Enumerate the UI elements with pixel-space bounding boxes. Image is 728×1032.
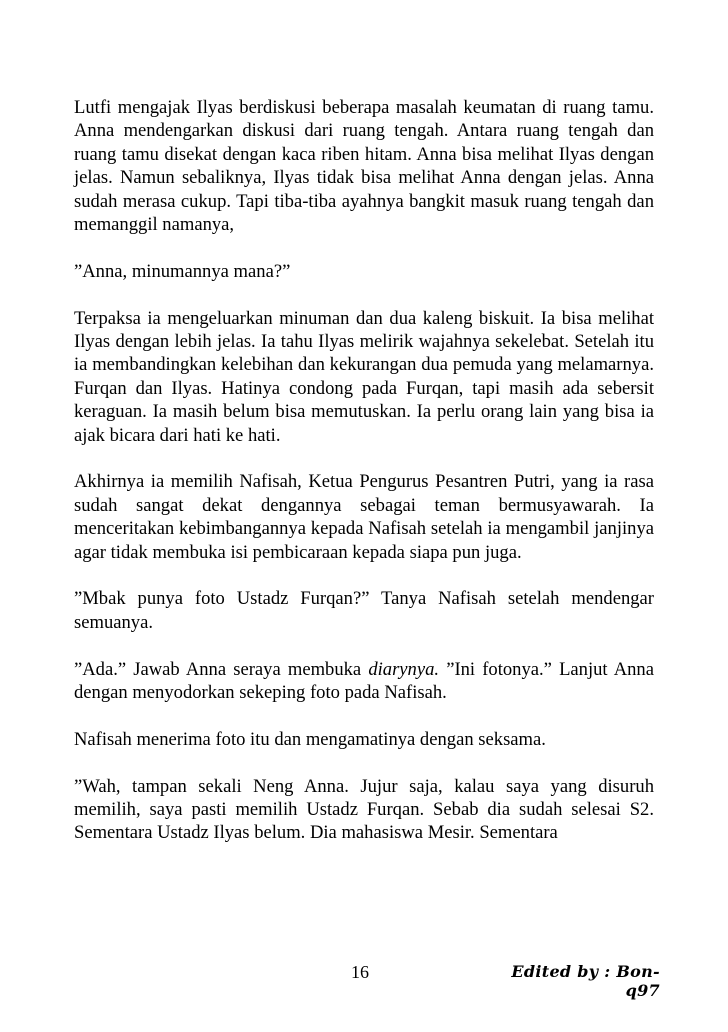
- paragraph-5: ”Mbak punya foto Ustadz Furqan?” Tanya Nafisah setelah mendengar semuanya.: [74, 588, 654, 633]
- paragraph-6-italic: diarynya.: [368, 658, 440, 680]
- paragraph-6: [74, 658, 654, 705]
- editor-credit: Edited by : Bon-q97: [511, 962, 660, 1000]
- paragraph-8: ”Wah, tampan sekali Neng Anna. Jujur saja, kalau saya yang disuruh memilih, saya pasti memilih Ustadz Furqan. Sebab dia sudah selesai S2. Sementara Ustadz Ilyas belum. Dia mahasiswa Mesir. Sementara: [74, 775, 654, 844]
- page-number: 16: [351, 962, 369, 982]
- body-text: [74, 96, 654, 845]
- paragraph-1: Lutfi mengajak Ilyas berdiskusi beberapa masalah keumatan di ruang tamu. Anna mendengarkan diskusi dari ruang tengah. Antara ruang tengah dan ruang tamu disekat dengan kaca riben hitam. Anna bisa melihat Ilyas dengan jelas. Namun sebaliknya, Ilyas tidak bisa melihat Anna dengan jelas. Anna sudah merasa cukup. Tapi tiba-tiba ayahnya bangkit masuk ruang tengah dan memanggil namanya,: [74, 97, 654, 236]
- paragraph-6-after: ”Ini fotonya.” Lanjut Anna dengan menyodorkan sekeping foto pada Nafisah.: [74, 658, 654, 704]
- paragraph-7: Nafisah menerima foto itu dan mengamatinya dengan seksama.: [74, 728, 546, 750]
- paragraph-2: ”Anna, minumannya mana?”: [74, 260, 291, 282]
- paragraph-3: Terpaksa ia mengeluarkan minuman dan dua kaleng biskuit. Ia bisa melihat Ilyas dengan lebih jelas. Ia tahu Ilyas melirik wajahnya sekelebat. Setelah itu ia membandingkan kelebihan dan kekurangan dua pemuda yang melamarnya. Furqan dan Ilyas. Hatinya condong pada Furqan, tapi masih ada sebersit keraguan. Ia masih belum bisa memutuskan. Ia perlu orang lain yang bisa ia ajak bicara dari hati ke hati.: [74, 307, 654, 446]
- paragraph-4: Akhirnya ia memilih Nafisah, Ketua Pengurus Pesantren Putri, yang ia rasa sudah sangat dekat dengannya sebagai teman bermusyawarah. Ia menceritakan kebimbangannya kepada Nafisah setelah ia mengambil janjinya agar tidak membuka isi pembicaraan kepada siapa pun juga.: [74, 471, 654, 563]
- paragraph-6-before: ”Ada.” Jawab Anna seraya membuka: [74, 658, 369, 680]
